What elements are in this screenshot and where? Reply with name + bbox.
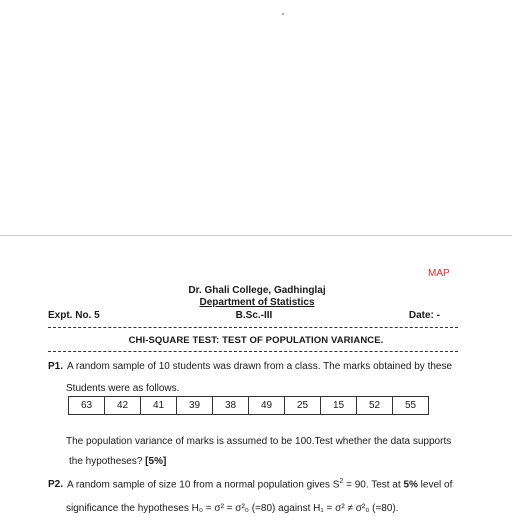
mark-cell: 38 xyxy=(213,397,249,415)
map-tag: MAP xyxy=(428,268,450,279)
problem-1-line-1 xyxy=(48,356,468,378)
problem-1-text-1: A random sample of 10 students was drawn from a class. The marks obtained by these xyxy=(67,361,453,372)
mark-cell: 42 xyxy=(105,397,141,415)
problem-1-text-4: the hypotheses? xyxy=(69,456,143,467)
problem-1-label: P1. xyxy=(48,361,64,372)
problem-2-text-1c: level of xyxy=(417,479,453,491)
header-block xyxy=(0,285,512,308)
mark-cell: 39 xyxy=(177,397,213,415)
table-row xyxy=(69,397,429,415)
problem-1 xyxy=(48,356,468,400)
problem-1-text-3: The population variance of marks is assumed to be 100.Test whether the data supports xyxy=(66,436,452,447)
problem-2-text-1b: = 90. Test at xyxy=(343,479,404,491)
experiment-number: Expt. No. 5 xyxy=(48,310,100,321)
mark-cell: 63 xyxy=(69,397,105,415)
problem-2-superscript: 2 xyxy=(339,478,344,485)
divider-bottom xyxy=(48,351,458,352)
college-name: Dr. Ghali College, Gadhinglaj xyxy=(188,285,326,296)
problem-2 xyxy=(48,470,488,521)
date-label: Date: - xyxy=(408,310,440,321)
problem-1-text-2: Students were as follows. xyxy=(66,383,180,394)
problem-2-text-1a: A random sample of size 10 from a normal population gives S xyxy=(67,479,340,491)
scan-speck xyxy=(282,13,284,15)
mark-cell: 41 xyxy=(141,397,177,415)
problem-1-line-4 xyxy=(66,452,486,472)
mark-cell: 55 xyxy=(393,397,429,415)
marks-table xyxy=(68,396,429,415)
department-name: Department of Statistics xyxy=(199,297,315,308)
class-label: B.Sc.-III xyxy=(235,310,273,321)
mark-cell: 15 xyxy=(321,397,357,415)
test-title: CHI-SQUARE TEST: TEST OF POPULATION VARIANCE. xyxy=(128,335,384,346)
mark-cell: 52 xyxy=(357,397,393,415)
problem-1-continued xyxy=(66,432,486,472)
mark-cell: 49 xyxy=(249,397,285,415)
problem-2-text-2: significance the hypotheses H₀ = σ² = σ²₀ (=80) against H₁ = σ² ≠ σ²₀ (=80). xyxy=(66,503,399,515)
problem-2-line-1 xyxy=(48,470,488,497)
meta-row xyxy=(48,310,440,324)
page-edge-line xyxy=(0,235,512,236)
divider-top xyxy=(48,327,458,328)
problem-1-level: [5%] xyxy=(145,456,167,467)
problem-2-level: 5% xyxy=(403,479,418,491)
mark-cell: 25 xyxy=(285,397,321,415)
problem-2-label: P2. xyxy=(48,479,64,491)
